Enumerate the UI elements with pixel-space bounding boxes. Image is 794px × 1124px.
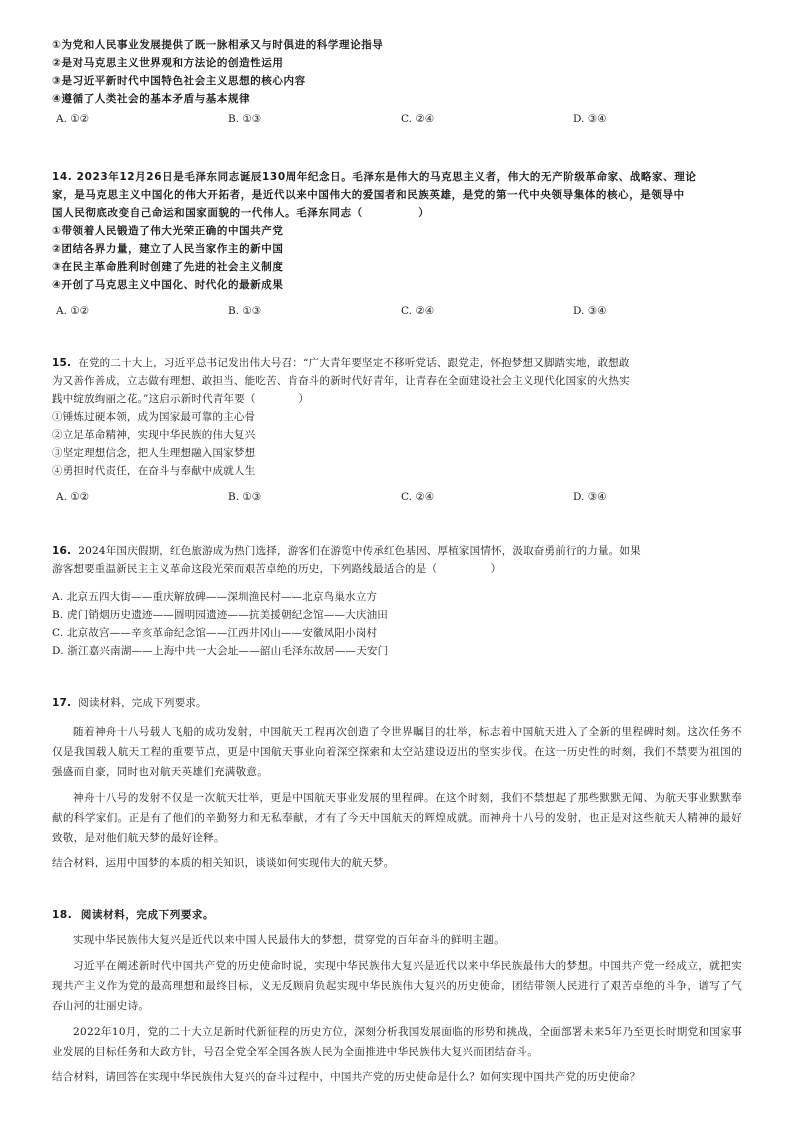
question-13 <box>52 36 752 128</box>
q18-paragraph-1: 实现中华民族伟大复兴是近代以来中国人民最伟大的梦想，贯穿党的百年奋斗的鲜明主题。 <box>73 934 505 946</box>
question-14 <box>52 168 752 320</box>
q13-item-2: ②是对马克思主义世界观和方法论的创造性运用 <box>52 57 284 69</box>
q17-paragraph-1: 随着神舟十八号载人飞船的成功发射，中国航天工程再次创造了令世界瞩目的壮举，标志着中国航天进入了全新的里程碑时刻。这次任务不仅是我国载人航天工程的重要节点，更是中国航天事业向着深空探索和太空站建设迈出的坚实步伐。在这一历史性的时刻，我们不禁要为祖国的强盛而自豪，同时也对航天英雄们充满敬意。 <box>52 726 742 778</box>
q13-item-4: ④遵循了人类社会的基本矛盾与基本规律 <box>52 93 251 105</box>
q15-options <box>52 488 752 506</box>
q13-option-c[interactable]: C. ②④ <box>401 113 435 125</box>
q16-choice-b[interactable]: B. 虎门销烟历史遗迹——圆明园遗迹——抗美援朝纪念馆——大庆油田 <box>52 609 388 621</box>
q16-choice-d[interactable]: D. 浙江嘉兴南湖——上海中共一大会址——韶山毛泽东故居——天安门 <box>52 645 389 657</box>
q17-paragraph-2: 神舟十八号的发射不仅是一次航天壮举，更是中国航天事业发展的里程碑。在这个时刻，我们不禁想起了那些默默无闻、为航天事业默默奉献的科学家们。正是有了他们的辛勤努力和无私奉献，才有了今天中国航天的辉煌成就。而神舟十八号的发射，也正是对这些航天人精神的最好致敬，是对他们航天梦的最好诠释。 <box>52 792 742 844</box>
q18-paragraph-3: 2022年10月，党的二十大立足新时代新征程的历史方位，深刻分析我国发展面临的形势和挑战，全面部署未来5年乃至更长时期党和国家事业发展的目标任务和大政方针，号召全党全军全国各族人民为全面推进中华民族伟大复兴而团结奋斗。 <box>52 1026 742 1058</box>
q14-item-4: ④开创了马克思主义中国化、时代化的最新成果 <box>52 279 284 291</box>
q14-stem-line-2: 家，是马克思主义中国化的伟大开拓者，是近代以来中国伟大的爱国者和民族英雄，是党的第一代中央领导集体的核心，是领导中 <box>52 189 685 201</box>
q17-stem-text: 阅读材料，完成下列要求。 <box>78 697 207 709</box>
q15-stem-line-1 <box>52 354 752 372</box>
q15-item-1: ①锤炼过硬本领，成为国家最可靠的主心骨 <box>52 411 256 423</box>
q15-item-2: ②立足革命精神，实现中华民族的伟大复兴 <box>52 429 256 441</box>
q15-stem-line-3: 践中绽放绚丽之花。”这启示新时代青年要（ ） <box>52 393 310 405</box>
q13-item-3: ③是习近平新时代中国特色社会主义思想的核心内容 <box>52 75 306 87</box>
q16-stem-line-2: 游客想要重温新民主主义革命这段光荣而艰苦卓绝的历史，下列路线最适合的是（ ） <box>52 563 502 575</box>
q14-option-b[interactable]: B. ①③ <box>228 305 262 317</box>
q13-option-d[interactable]: D. ③④ <box>573 113 607 125</box>
q14-options <box>52 302 752 320</box>
q15-number: 15. <box>52 357 72 369</box>
q17-stem <box>52 694 742 712</box>
question-16 <box>52 542 752 660</box>
q15-option-d[interactable]: D. ③④ <box>573 491 607 503</box>
q18-question: 结合材料，请回答在实现中华民族伟大复兴的奋斗过程中，中国共产党的历史使命是什么？如何实现中国共产党的历史使命？ <box>52 1071 641 1083</box>
q18-stem <box>52 906 742 924</box>
q16-stem-text-1: 2024年国庆假期，红色旅游成为热门选择，游客们在游览中传承红色基因、厚植家国情怀，汲取奋勇前行的力量。如果 <box>78 545 641 557</box>
q14-stem-line-1 <box>52 168 752 186</box>
q14-item-2: ②团结各界力量，建立了人民当家作主的新中国 <box>52 243 284 255</box>
q16-choice-c[interactable]: C. 北京故宫——辛亥革命纪念馆——江西井冈山——安徽凤阳小岗村 <box>52 627 378 639</box>
q14-item-1: ①带领着人民锻造了伟大光荣正确的中国共产党 <box>52 225 284 237</box>
q15-option-b[interactable]: B. ①③ <box>228 491 262 503</box>
q18-paragraph-2: 习近平在阐述新时代中国共产党的历史使命时说，实现中华民族伟大复兴是近代以来中华民族最伟大的梦想。中国共产党一经成立，就把实现共产主义作为党的最高理想和最终目标，义无反顾肩负起实现中华民族伟大复兴的历史使命，团结带领人民进行了艰苦卓绝的斗争，谱写了气吞山河的壮丽史诗。 <box>52 960 742 1012</box>
q15-option-a[interactable]: A. ①② <box>56 491 90 503</box>
q13-options <box>52 110 752 128</box>
q15-item-3: ③坚定理想信念，把人生理想融入国家梦想 <box>52 447 256 459</box>
q16-stem-line-1 <box>52 542 752 560</box>
q16-number: 16. <box>52 545 72 557</box>
q16-choice-a[interactable]: A. 北京五四大街——重庆解放碑——深圳渔民村——北京鸟巢水立方 <box>52 591 378 603</box>
q14-stem-text-1: 2023年12月26日是毛泽东同志诞辰130周年纪念日。毛泽东是伟大的马克思主义者，伟大的无产阶级革命家、战略家、理论 <box>76 171 697 183</box>
q13-item-1: ①为党和人民事业发展提供了既一脉相承又与时俱进的科学理论指导 <box>52 39 384 51</box>
q17-number: 17. <box>52 697 72 709</box>
q14-item-3: ③在民主革命胜利时创建了先进的社会主义制度 <box>52 261 284 273</box>
q14-option-a[interactable]: A. ①② <box>56 305 90 317</box>
q14-stem-line-3: 国人民彻底改变自己命运和国家面貌的一代伟人。毛泽东同志（ ） <box>52 207 430 219</box>
question-18 <box>52 906 742 1086</box>
q15-stem-text-1: 在党的二十大上，习近平总书记发出伟大号召：“广大青年要坚定不移听党话、跟党走，怀抱梦想又脚踏实地，敢想敢 <box>78 357 630 369</box>
q13-option-b[interactable]: B. ①③ <box>228 113 262 125</box>
q13-option-a[interactable]: A. ①② <box>56 113 90 125</box>
q18-stem-text: 阅读材料，完成下列要求。 <box>80 909 215 921</box>
q15-option-c[interactable]: C. ②④ <box>401 491 435 503</box>
question-17 <box>52 694 742 872</box>
q17-question: 结合材料，运用中国梦的本质的相关知识，谈谈如何实现伟大的航天梦。 <box>52 857 395 869</box>
question-15 <box>52 354 752 506</box>
q18-number: 18. <box>52 909 73 921</box>
q15-stem-line-2: 为又善作善成，立志做有理想、敢担当、能吃苦、肯奋斗的新时代好青年，让青春在全面建设社会主义现代化国家的火热实 <box>52 375 630 387</box>
q14-number: 14. <box>52 171 73 183</box>
q14-option-d[interactable]: D. ③④ <box>573 305 607 317</box>
q14-option-c[interactable]: C. ②④ <box>401 305 435 317</box>
q15-item-4: ④勇担时代责任，在奋斗与奉献中成就人生 <box>52 465 256 477</box>
